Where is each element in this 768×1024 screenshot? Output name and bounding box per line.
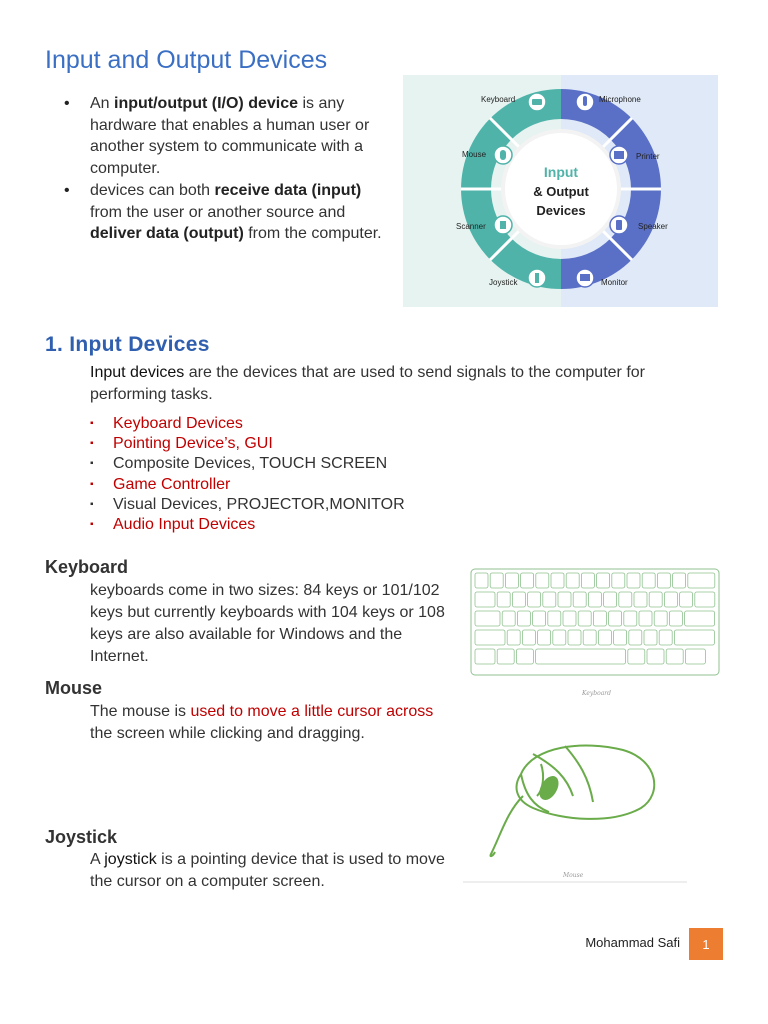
- joystick-heading: Joystick: [45, 827, 118, 847]
- keyboard-key: [628, 649, 645, 664]
- footer-author: Mohammad Safi: [585, 935, 680, 950]
- list-item: ▪ Keyboard Devices: [90, 414, 405, 434]
- keyboard-key: [566, 573, 579, 588]
- keyboard-key: [619, 592, 632, 607]
- keyboard-key: [573, 592, 586, 607]
- keyboard-key: [475, 611, 500, 626]
- keyboard-key: [659, 630, 672, 645]
- keyboard-key: [516, 649, 533, 664]
- label-microphone: Microphone: [599, 95, 641, 104]
- intro-bullet-2: • devices can both receive data (input) from the user or another source and deliver data (output) from the computer.: [64, 180, 394, 245]
- keyboard-key: [581, 573, 594, 588]
- keyboard-key: [634, 592, 647, 607]
- keyboard-key: [669, 611, 682, 626]
- keyboard-key: [649, 592, 662, 607]
- list-item: ▪ Composite Devices, TOUCH SCREEN: [90, 454, 405, 474]
- keyboard-key: [674, 630, 714, 645]
- keyboard-key: [533, 611, 546, 626]
- intro-bullet-1: • An input/output (I/O) device is any hardware that enables a human user or another system to communicate with a computer.: [64, 93, 394, 180]
- input-device-types-list: [90, 414, 405, 535]
- label-scanner: Scanner: [456, 222, 486, 231]
- keyboard-key: [536, 649, 626, 664]
- keyboard-image: [470, 568, 720, 700]
- keyboard-key: [522, 630, 535, 645]
- keyboard-key: [517, 611, 530, 626]
- keyboard-key: [553, 630, 566, 645]
- keyboard-key: [497, 649, 514, 664]
- keyboard-key: [502, 611, 515, 626]
- keyboard-key: [475, 573, 488, 588]
- list-item: ▪ Game Controller: [90, 475, 405, 495]
- keyboard-key: [627, 573, 640, 588]
- keyboard-key: [475, 592, 495, 607]
- keyboard-key: [680, 592, 693, 607]
- keyboard-key: [536, 573, 549, 588]
- keyboard-key: [629, 630, 642, 645]
- keyboard-key: [604, 592, 617, 607]
- page-title: Input and Output Devices: [45, 46, 328, 74]
- keyboard-key: [475, 630, 505, 645]
- keyboard-key: [597, 573, 610, 588]
- keyboard-key: [639, 611, 652, 626]
- keyboard-key: [512, 592, 525, 607]
- label-speaker: Speaker: [638, 222, 668, 231]
- mouse-caption: Mouse: [563, 872, 584, 879]
- keyboard-description: keyboards come in two sizes: 84 keys or 101/102 keys but currently keyboards with 104 keys or 108 keys are also available for Windows and the Internet.: [90, 582, 445, 665]
- keyboard-key: [598, 630, 611, 645]
- mouse-image: [463, 716, 687, 884]
- list-item: ▪ Audio Input Devices: [90, 515, 405, 535]
- intro-list: [64, 93, 394, 245]
- list-item: ▪ Visual Devices, PROJECTOR,MONITOR: [90, 495, 405, 515]
- keyboard-key: [642, 573, 655, 588]
- section-heading-input-devices: 1. Input Devices: [45, 333, 210, 356]
- keyboard-key: [685, 649, 705, 664]
- list-item: ▪ Pointing Device’s, GUI: [90, 434, 405, 454]
- keyboard-key: [685, 611, 715, 626]
- input-devices-description: Input devices are the devices that are used to send signals to the computer for performing tasks.: [90, 364, 645, 403]
- page-number: 1: [689, 928, 723, 960]
- joystick-description: A joystick is a pointing device that is used to move the cursor on a computer screen.: [90, 851, 445, 890]
- keyboard-key: [588, 592, 601, 607]
- keyboard-key: [548, 611, 561, 626]
- keyboard-key: [538, 630, 551, 645]
- keyboard-key: [583, 630, 596, 645]
- keyboard-key: [695, 592, 715, 607]
- keyboard-key: [614, 630, 627, 645]
- keyboard-heading: Keyboard: [45, 557, 129, 577]
- keyboard-key: [497, 592, 510, 607]
- keyboard-key: [666, 649, 683, 664]
- keyboard-key: [505, 573, 518, 588]
- diagram-center-title: Input & Output Devices: [533, 164, 589, 218]
- keyboard-key: [563, 611, 576, 626]
- keyboard-key: [624, 611, 637, 626]
- keyboard-key: [578, 611, 591, 626]
- keyboard-key: [673, 573, 686, 588]
- label-mouse: Mouse: [462, 150, 487, 159]
- keyboard-key: [475, 649, 495, 664]
- keyboard-key: [593, 611, 606, 626]
- mouse-heading: Mouse: [45, 678, 103, 698]
- keyboard-key: [507, 630, 520, 645]
- label-printer: Printer: [636, 152, 660, 161]
- keyboard-key: [612, 573, 625, 588]
- keyboard-key: [568, 630, 581, 645]
- keyboard-key: [657, 573, 670, 588]
- keyboard-key: [647, 649, 664, 664]
- label-monitor: Monitor: [601, 278, 628, 287]
- keyboard-key: [609, 611, 622, 626]
- keyboard-key: [644, 630, 657, 645]
- keyboard-key: [551, 573, 564, 588]
- keyboard-key: [543, 592, 556, 607]
- keyboard-key: [490, 573, 503, 588]
- label-keyboard: Keyboard: [481, 95, 516, 104]
- keyboard-key: [558, 592, 571, 607]
- keyboard-key: [688, 573, 715, 588]
- label-joystick: Joystick: [489, 278, 518, 287]
- keyboard-key: [528, 592, 541, 607]
- mouse-description: The mouse is used to move a little cursor across the screen while clicking and dragging.: [90, 703, 434, 742]
- keyboard-key: [654, 611, 667, 626]
- keyboard-caption: Keyboard: [582, 690, 612, 697]
- io-devices-diagram: [403, 75, 718, 307]
- keyboard-key: [521, 573, 534, 588]
- keyboard-key: [664, 592, 677, 607]
